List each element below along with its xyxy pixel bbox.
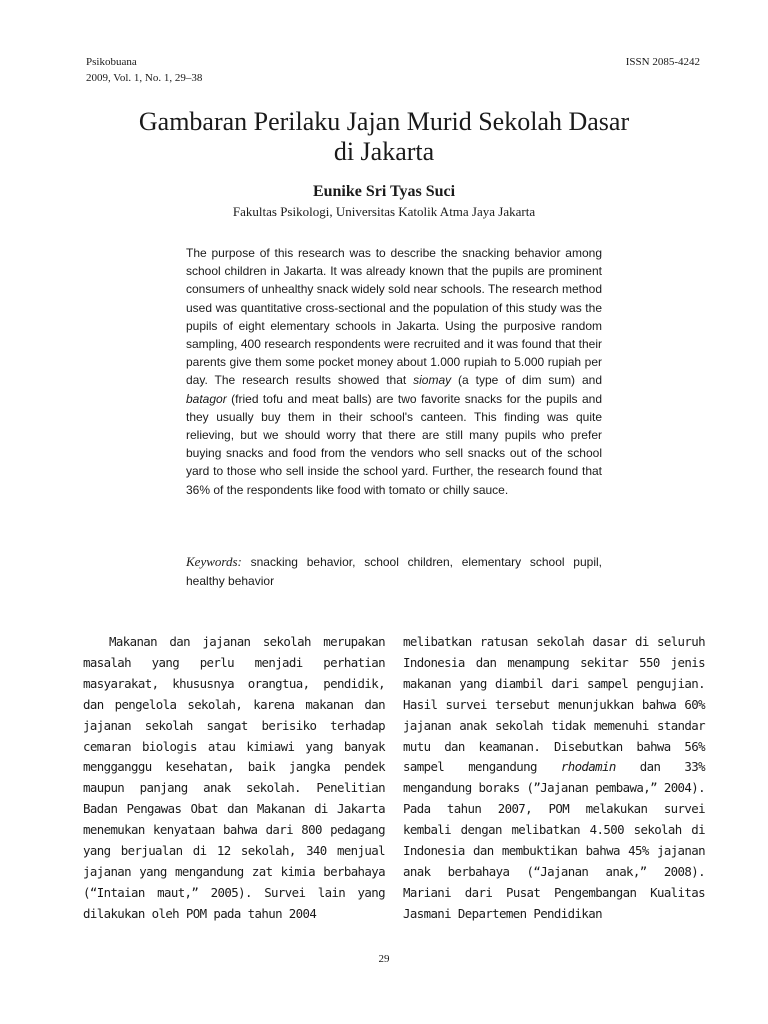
paper-title-line-1: Gambaran Perilaku Jajan Murid Sekolah Dasar	[138, 107, 630, 137]
body-right-part-2: dan 33% mengandung boraks (”Jajanan pembawa,” 2004). Pada tahun 2007, POM melakukan survei kembali dengan melibatkan 4.500 sekolah di Indonesia dan membuktikan bahwa 45% jajanan anak berbahaya (“Jajanan anak,” 2008). Mariani dari Pusat Pengembangan Kualitas Jasmani Departemen Pendidikan	[403, 759, 705, 921]
body-right-term-rhodamin: rhodamin	[560, 759, 616, 775]
issn: ISSN 2085-4242	[625, 56, 700, 68]
author-affiliation: Fakultas Psikologi, Universitas Katolik Atma Jaya Jakarta	[232, 204, 536, 219]
keywords-label: Keywords:	[186, 554, 242, 569]
abstract-term-siomay: siomay	[413, 373, 452, 388]
abstract-part-2: (a type of dim sum) and	[451, 373, 602, 388]
abstract-term-batagor: batagor	[186, 391, 227, 406]
body-right-part-1: melibatkan ratusan sekolah dasar di seluruh Indonesia dan menampung sekitar 550 jenis makanan yang diambil dari sampel pengujian. Hasil survei tersebut menunjukkan bahwa 60% jajanan anak sekolah tidak memenuhi standar mutu dan keamanan. Disebutkan bahwa 56% sampel mengandung	[403, 634, 705, 775]
journal-header	[86, 54, 202, 86]
body-right-column	[403, 632, 705, 925]
page-number: 29	[378, 953, 390, 965]
author-name: Eunike Sri Tyas Suci	[312, 183, 456, 200]
keywords-text: snacking behavior, school children, elementary school pupil, healthy behavior	[186, 555, 602, 588]
abstract-part-1: The purpose of this research was to describe the snacking behavior among school children in Jakarta. It was already known that the pupils are prominent consumers of unhealthy snack widely sold near schools. The research method used was quantitative cross-sectional and the population of this study was the pupils of eight elementary schools in Jakarta. Using the purposive random sampling, 400 research respondents were recruited and it was found that their parents give them some pocket money about 1.000 rupiah to 5.000 rupiah per day. The research results showed that	[186, 246, 602, 388]
abstract-part-3: (fried tofu and meat balls) are two favorite snacks for the pupils and they usually buy them in their school's canteen. This finding was quite relieving, but we should worry that there are still many pupils who prefer buying snacks and food from the vendors who sell snacks out of the school yard to those who sell inside the school yard. Further, the research found that 36% of the respondents like food with tomato or chilly sauce.	[186, 391, 602, 497]
journal-citation: 2009, Vol. 1, No. 1, 29–38	[86, 72, 203, 84]
journal-name: Psikobuana	[86, 56, 137, 68]
paper-title-line-2: di Jakarta	[333, 137, 435, 167]
abstract-text	[186, 244, 602, 499]
body-right-paragraph	[403, 632, 705, 925]
abstract	[186, 244, 602, 499]
keywords	[186, 553, 602, 590]
body-left-column	[83, 632, 385, 925]
body-left-paragraph: Makanan dan jajanan sekolah merupakan masalah yang perlu menjadi perhatian masyarakat, khususnya orangtua, pendidik, dan pengelola sekolah, karena makanan dan jajanan sekolah sangat berisiko terhadap cemaran biologis atau kimiawi yang banyak mengganggu kesehatan, baik jangka pendek maupun panjang anak sekolah. Penelitian Badan Pengawas Obat dan Makanan di Jakarta menemukan kenyataan bahwa dari 800 pedagang yang berjualan di 12 sekolah, 340 menjual jajanan yang mengandung zat kimia berbahaya (“Intaian maut,” 2005). Survei lain yang dilakukan oleh POM pada tahun 2004	[83, 634, 385, 921]
paper-title	[0, 107, 768, 167]
